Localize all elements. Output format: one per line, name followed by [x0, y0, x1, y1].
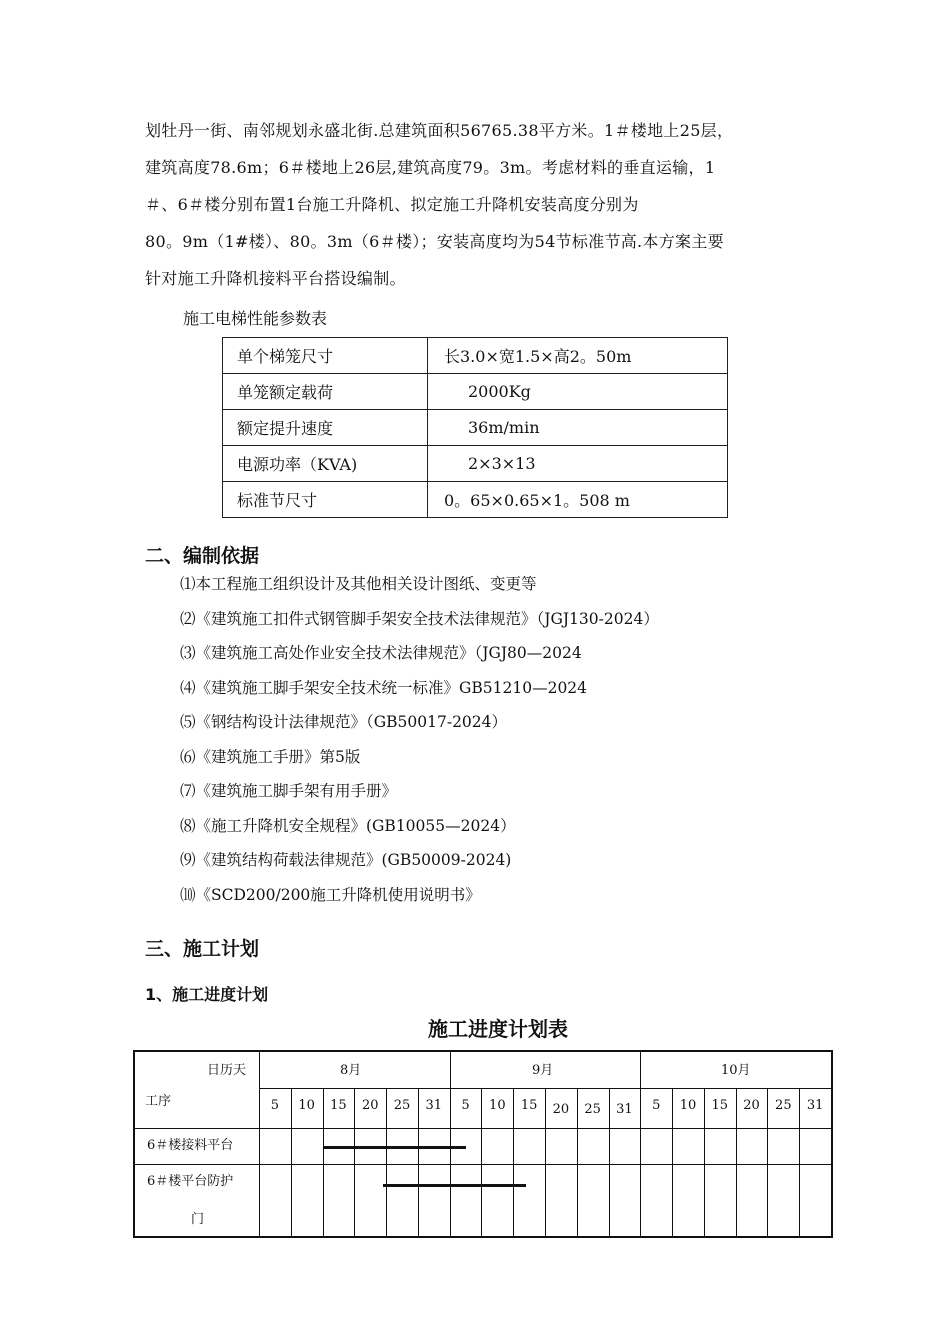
intro-line: 划牡丹一街、南邻规划永盛北街.总建筑面积56765.38平方米。1＃楼地上25层，	[145, 121, 734, 140]
param-key: 额定提升速度	[223, 410, 428, 446]
intro-line: 针对施工升降机接料平台搭设编制。	[145, 269, 406, 288]
list-item: ⑻《施工升降机安全规程》(GB10055—2024）	[180, 817, 516, 835]
schedule-table	[133, 1050, 833, 1238]
table-row	[223, 482, 728, 518]
day-label: 31	[616, 1102, 633, 1117]
list-item: ⑷《建筑施工脚手架安全技术统一标准》GB51210—2024	[180, 679, 588, 697]
day-label: 15	[711, 1098, 729, 1113]
param-value: 0。65×0.65×1。508 m	[428, 482, 728, 518]
task-label: 门	[191, 1212, 205, 1227]
list-item: ⑼《建筑结构荷载法律规范》(GB50009-2024)	[180, 851, 512, 869]
list-item: ⑽《SCD200/200施工升降机使用说明书》	[180, 886, 481, 904]
month-label: 10月	[721, 1063, 751, 1078]
list-item: ⑴本工程施工组织设计及其他相关设计图纸、变更等	[180, 575, 537, 593]
param-table-caption: 施工电梯性能参数表	[183, 309, 328, 328]
table-row	[223, 338, 728, 374]
day-label: 31	[806, 1098, 824, 1113]
day-label: 20	[552, 1102, 570, 1117]
day-label: 20	[361, 1098, 379, 1113]
param-key: 单笼额定载荷	[223, 374, 428, 410]
schedule-title: 施工进度计划表	[428, 1017, 568, 1041]
grid-line	[259, 1052, 260, 1236]
section-heading: 二、编制依据	[145, 545, 260, 567]
param-key: 单个梯笼尺寸	[223, 338, 428, 374]
task-label: 6＃楼平台防护	[147, 1174, 234, 1189]
list-item: ⑸《钢结构设计法律规范》（GB50017-2024）	[180, 713, 508, 731]
day-label: 25	[775, 1098, 792, 1113]
corner-bottom-label: 工序	[145, 1094, 172, 1109]
schedule-bar	[323, 1146, 466, 1149]
table-row	[223, 374, 728, 410]
param-table	[222, 337, 728, 518]
intro-line: ＃、6＃楼分别布置1台施工升降机、拟定施工升降机安装高度分别为	[145, 195, 639, 214]
list-item: ⑹《建筑施工手册》第5版	[180, 748, 361, 766]
grid-line	[135, 1128, 831, 1129]
section-heading: 三、施工计划	[145, 938, 260, 960]
sub-heading: 1、施工进度计划	[145, 985, 269, 1004]
schedule-bar	[383, 1184, 526, 1187]
param-value: 长3.0×宽1.5×高2。50m	[428, 338, 728, 374]
param-key: 标准节尺寸	[223, 482, 428, 518]
task-label: 6＃楼接料平台	[147, 1138, 234, 1153]
day-label: 5	[652, 1098, 661, 1113]
day-label: 10	[298, 1098, 315, 1113]
list-item: ⑵《建筑施工扣件式钢管脚手架安全技术法律规范》（JGJ130-2024）	[180, 610, 659, 628]
day-label: 31	[425, 1098, 443, 1113]
day-label: 25	[584, 1102, 601, 1117]
day-label: 25	[393, 1098, 411, 1113]
grid-line	[259, 1088, 831, 1089]
day-label: 10	[679, 1098, 697, 1113]
intro-line: 80。9m（1#楼）、80。3m（6＃楼）；安装高度均为54节标准节高.本方案主要	[145, 232, 724, 251]
day-label: 20	[743, 1098, 760, 1113]
param-value: 2×3×13	[428, 446, 728, 482]
grid-line	[450, 1052, 451, 1236]
day-label: 5	[270, 1098, 280, 1113]
table-row	[223, 446, 728, 482]
day-label: 10	[489, 1098, 506, 1113]
month-label: 9月	[532, 1063, 554, 1078]
day-label: 15	[520, 1098, 538, 1113]
table-row	[223, 410, 728, 446]
day-label: 5	[461, 1098, 470, 1113]
list-item: ⑺《建筑施工脚手架有用手册》	[180, 782, 398, 800]
day-label: 15	[330, 1098, 347, 1113]
param-value: 36m/min	[428, 410, 728, 446]
param-value: 2000Kg	[428, 374, 728, 410]
list-item: ⑶《建筑施工高处作业安全技术法律规范》（JGJ80—2024	[180, 644, 582, 662]
month-label: 8月	[340, 1063, 362, 1078]
grid-line	[640, 1052, 641, 1236]
corner-top-label: 日历天	[207, 1063, 247, 1078]
grid-line	[135, 1164, 831, 1165]
param-key: 电源功率（KVA)	[223, 446, 428, 482]
intro-line: 建筑高度78.6m；6＃楼地上26层,建筑高度79。3m。考虑材料的垂直运输，1	[145, 158, 716, 177]
